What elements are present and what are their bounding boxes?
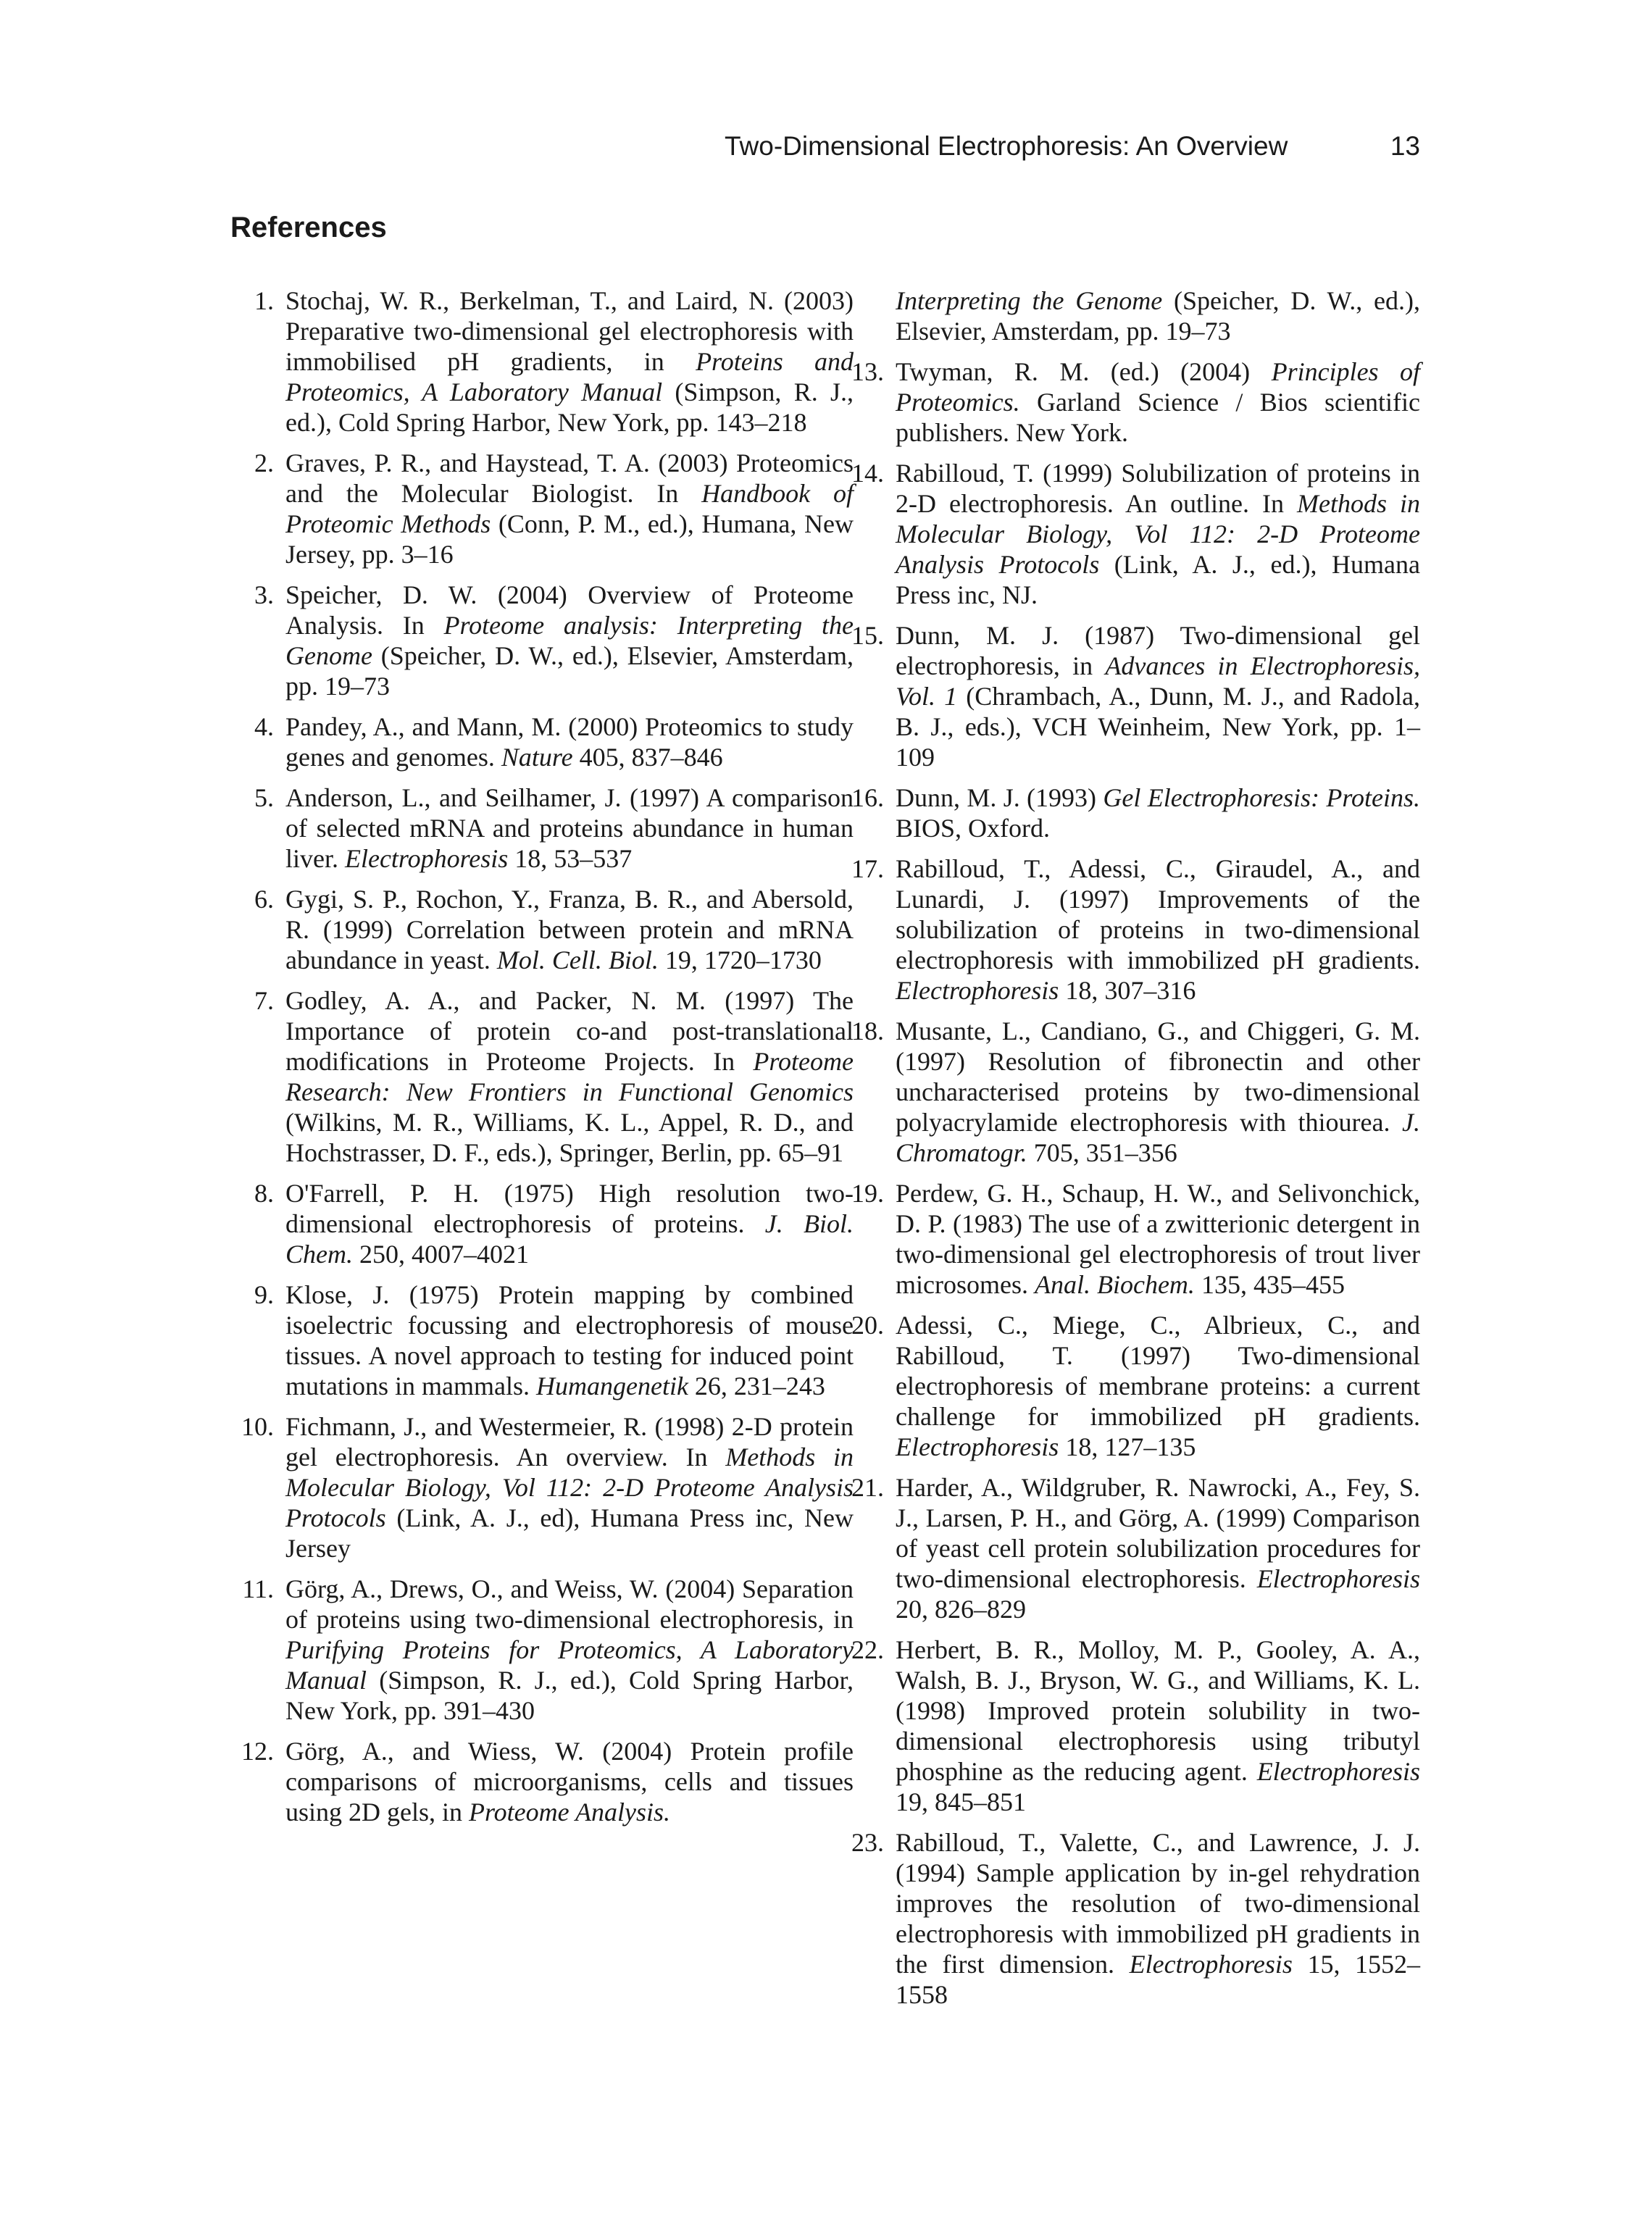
reference-item: 19. Perdew, G. H., Schaup, H. W., and Selivonchick, D. P. (1983) The use of a zwitterionic detergent in two-dimensional gel electrophoresis of trout liver microsomes. Anal. Biochem. 135, 435–455 <box>840 1178 1420 1300</box>
reference-number: 21. <box>851 1473 884 1502</box>
references-left-column <box>230 285 854 1837</box>
reference-item: 11. Görg, A., Drews, O., and Weiss, W. (2004) Separation of proteins using two-dimensional electrophoresis, in Purifying Proteins for Proteomics, A Laboratory Manual (Simpson, R. J., ed.), Cold Spring Harbor, New York, pp. 391–430 <box>230 1574 854 1726</box>
reference-number: 1. <box>254 286 274 315</box>
reference-number: 14. <box>851 459 884 488</box>
reference-item: 3. Speicher, D. W. (2004) Overview of Proteome Analysis. In Proteome analysis: Interpreting the Genome (Speicher, D. W., ed.), Elsevier, Amsterdam, pp. 19–73 <box>230 580 854 701</box>
reference-number: 20. <box>851 1311 884 1340</box>
running-title: Two-Dimensional Electrophoresis: An Overview <box>725 131 1288 161</box>
reference-number: 11. <box>242 1574 274 1603</box>
reference-number: 8. <box>254 1179 274 1208</box>
reference-item: 9. Klose, J. (1975) Protein mapping by combined isoelectric focussing and electrophoresis of mouse tissues. A novel approach to testing for induced point mutations in mammals. Humangenetik 26, 231–243 <box>230 1280 854 1401</box>
reference-item: 14. Rabilloud, T. (1999) Solubilization of proteins in 2-D electrophoresis. An outline. In Methods in Molecular Biology, Vol 112: 2-D Proteome Analysis Protocols (Link, A. J., ed.), Humana Press inc, NJ. <box>840 458 1420 610</box>
reference-item: 17. Rabilloud, T., Adessi, C., Giraudel, A., and Lunardi, J. (1997) Improvements of the solubilization of proteins in two-dimensional electrophoresis with immobilized pH gradients. Electrophoresis 18, 307–316 <box>840 853 1420 1006</box>
running-head <box>725 130 1420 162</box>
reference-number: 4. <box>254 712 274 741</box>
reference-item: 22. Herbert, B. R., Molloy, M. P., Gooley, A. A., Walsh, B. J., Bryson, W. G., and Williams, K. L. (1998) Improved protein solubility in two-dimensional electrophoresis using tributyl phosphine as the reducing agent. Electrophoresis 19, 845–851 <box>840 1635 1420 1817</box>
reference-number: 16. <box>851 783 884 812</box>
reference-item: 10. Fichmann, J., and Westermeier, R. (1998) 2-D protein gel electrophoresis. An overview. In Methods in Molecular Biology, Vol 112: 2-D Proteome Analysis Protocols (Link, A. J., ed), Humana Press inc, New Jersey <box>230 1411 854 1564</box>
reference-number: 2. <box>254 448 274 477</box>
reference-number: 10. <box>241 1412 274 1441</box>
reference-item: 6. Gygi, S. P., Rochon, Y., Franza, B. R., and Abersold, R. (1999) Correlation between protein and mRNA abundance in yeast. Mol. Cell. Biol. 19, 1720–1730 <box>230 884 854 975</box>
reference-item: 2. Graves, P. R., and Haystead, T. A. (2003) Proteomics and the Molecular Biologist. In Handbook of Proteomic Methods (Conn, P. M., ed.), Humana, New Jersey, pp. 3–16 <box>230 448 854 569</box>
section-title: References <box>230 212 387 243</box>
reference-item: 21. Harder, A., Wildgruber, R. Nawrocki, A., Fey, S. J., Larsen, P. H., and Görg, A. (1999) Comparison of yeast cell protein solubilization procedures for two-dimensional electrophoresis. Electrophoresis 20, 826–829 <box>840 1472 1420 1624</box>
reference-number: 6. <box>254 885 274 914</box>
reference-number: 17. <box>851 854 884 883</box>
reference-number: 23. <box>851 1828 884 1857</box>
reference-continuation: Interpreting the Genome (Speicher, D. W., ed.), Elsevier, Amsterdam, pp. 19–73 <box>896 286 1420 346</box>
reference-number: 13. <box>851 357 884 386</box>
reference-number: 18. <box>851 1017 884 1045</box>
reference-item: 1. Stochaj, W. R., Berkelman, T., and Laird, N. (2003) Preparative two-dimensional gel electrophoresis with immobilised pH gradients, in Proteins and Proteomics, A Laboratory Manual (Simpson, R. J., ed.), Cold Spring Harbor, New York, pp. 143–218 <box>230 285 854 438</box>
reference-number: 3. <box>254 580 274 609</box>
reference-item: 23. Rabilloud, T., Valette, C., and Lawrence, J. J. (1994) Sample application by in-gel rehydration improves the resolution of two-dimensional electrophoresis with immobilized pH gradients in the first dimension. Electrophoresis 15, 1552–1558 <box>840 1827 1420 2010</box>
reference-number: 12. <box>241 1737 274 1766</box>
reference-item: 7. Godley, A. A., and Packer, N. M. (1997) The Importance of protein co-and post-translational modifications in Proteome Projects. In Proteome Research: New Frontiers in Functional Genomics (Wilkins, M. R., Williams, K. L., Appel, R. D., and Hochstrasser, D. F., eds.), Springer, Berlin, pp. 65–91 <box>230 985 854 1168</box>
reference-number: 5. <box>254 783 274 812</box>
reference-item: 20. Adessi, C., Miege, C., Albrieux, C., and Rabilloud, T. (1997) Two-dimensional electrophoresis of membrane proteins: a current challenge for immobilized pH gradients. Electrophoresis 18, 127–135 <box>840 1310 1420 1462</box>
reference-number: 22. <box>851 1635 884 1664</box>
reference-item: 16. Dunn, M. J. (1993) Gel Electrophoresis: Proteins. BIOS, Oxford. <box>840 782 1420 843</box>
reference-item: 8. O'Farrell, P. H. (1975) High resolution two-dimensional electrophoresis of proteins. J. Biol. Chem. 250, 4007–4021 <box>230 1178 854 1269</box>
reference-number: 19. <box>851 1179 884 1208</box>
page-number: 13 <box>1390 131 1420 161</box>
reference-item: 18. Musante, L., Candiano, G., and Chiggeri, G. M. (1997) Resolution of fibronectin and other uncharacterised proteins by two-dimensional polyacrylamide electrophoresis with thiourea. J. Chromatogr. 705, 351–356 <box>840 1016 1420 1168</box>
reference-number: 15. <box>851 621 884 650</box>
reference-item: 12. Görg, A., and Wiess, W. (2004) Protein profile comparisons of microorganisms, cells and tissues using 2D gels, in Proteome Analysis. <box>230 1736 854 1827</box>
reference-item: 4. Pandey, A., and Mann, M. (2000) Proteomics to study genes and genomes. Nature 405, 837–846 <box>230 711 854 772</box>
reference-item: 15. Dunn, M. J. (1987) Two-dimensional gel electrophoresis, in Advances in Electrophoresis, Vol. 1 (Chrambach, A., Dunn, M. J., and Radola, B. J., eds.), VCH Weinheim, New York, pp. 1–109 <box>840 620 1420 772</box>
reference-item: 13. Twyman, R. M. (ed.) (2004) Principles of Proteomics. Garland Science / Bios scientific publishers. New York. <box>840 356 1420 448</box>
reference-number: 7. <box>254 986 274 1015</box>
reference-item: 5. Anderson, L., and Seilhamer, J. (1997) A comparison of selected mRNA and proteins abundance in human liver. Electrophoresis 18, 53–537 <box>230 782 854 874</box>
references-right-column <box>840 285 1420 2020</box>
reference-number: 9. <box>254 1280 274 1309</box>
